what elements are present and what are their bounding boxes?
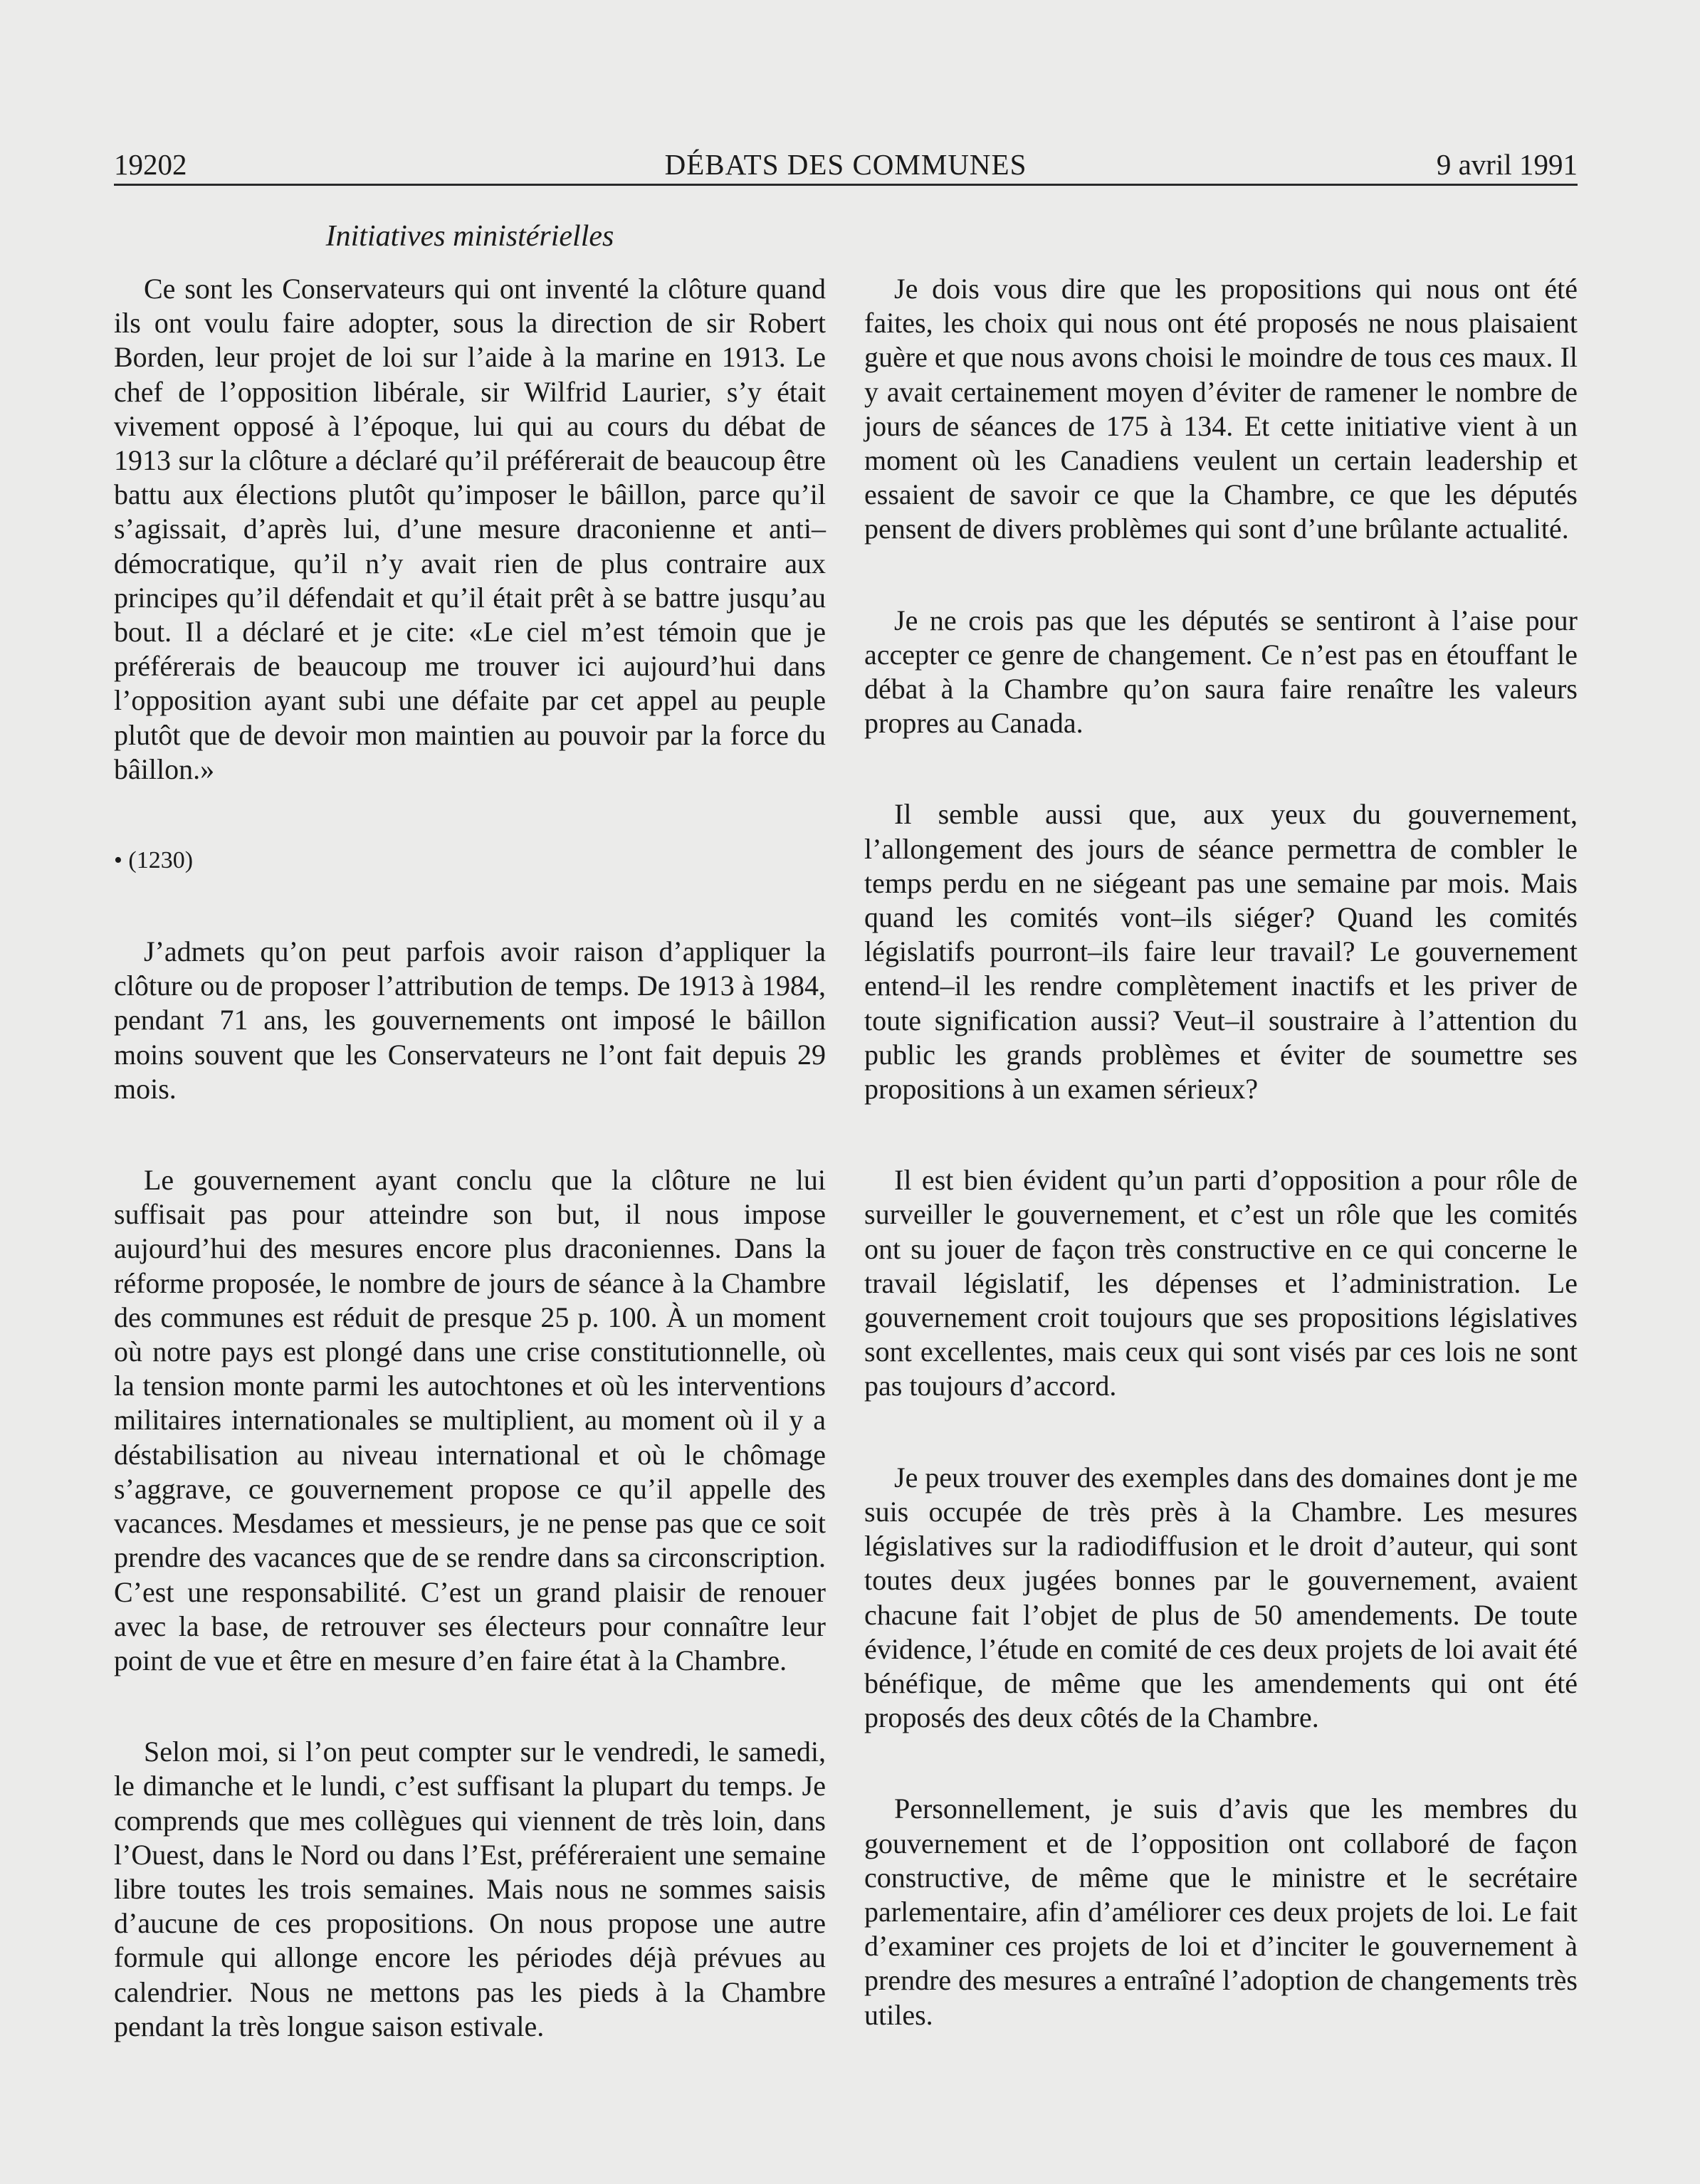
section-title: Initiatives ministérielles — [325, 220, 614, 253]
paragraph: Je ne crois pas que les députés se sentiront à l’aise pour accepter ce genre de changement. Ce n’est pas en étouffant le débat à la Chambre qu’on saura faire renaître les valeurs propres au Canada. — [864, 604, 1578, 740]
journal-title: DÉBATS DES COMMUNES — [664, 148, 1027, 181]
paragraph: Il semble aussi que, aux yeux du gouvernement, l’allongement des jours de séance permettra de combler le temps perdu en ne siégeant pas une semaine par mois. Mais quand les comités vont–ils siéger? Quand les comités législatifs pourront–ils faire leur travail? Le gouvernement entend–il les rendre complètement inactifs et les priver de toute signification aussi? Veut–il soustraire à l’attention du public les grands problèmes et éviter de soumettre ses propositions à un examen sérieux? — [864, 798, 1578, 1106]
running-header — [114, 140, 1578, 189]
paragraph: Le gouvernement ayant conclu que la clôture ne lui suffisait pas pour atteindre son but, il nous impose aujourd’hui des mesures encore plus draconiennes. Dans la réforme proposée, le nombre de jours de séance à la Chambre des communes est réduit de presque 25 p. 100. À un moment où notre pays est plongé dans une crise constitutionnelle, où la tension monte parmi les autochtones et où les interventions militaires internationales se multiplient, au moment où il y a déstabilisation au niveau international et où le chômage s’aggrave, ce gouvernement propose ce qu’il appelle des vacances. Mesdames et messieurs, je ne pense pas que ce soit prendre des vacances que de se rendre dans sa circonscription. C’est une responsabilité. C’est un grand plaisir de renouer avec la base, de retrouver ses électeurs pour connaître leur point de vue et être en mesure d’en faire état à la Chambre. — [114, 1164, 826, 1676]
paragraph: Je peux trouver des exemples dans des domaines dont je me suis occupée de très près à la Chambre. Les mesures législatives sur la radiodiffusion et le droit d’auteur, qui sont toutes deux jugées bonnes par le gouvernement, avaient chacune fait l’objet de plus de 50 amendements. De toute évidence, l’étude en comité de ces deux projets de loi avait été bénéfique, de même que les amendements qui ont été proposés des deux côtés de la Chambre. — [864, 1461, 1578, 1734]
paragraph: Selon moi, si l’on peut compter sur le vendredi, le samedi, le dimanche et le lundi, c’est suffisant la plupart du temps. Je comprends que mes collègues qui viennent de très loin, dans l’Ouest, dans le Nord ou dans l’Est, préféreraient une semaine libre toutes les trois semaines. Mais nous ne sommes saisis d’aucune de ces propositions. On nous propose une autre formule qui allonge encore les périodes déjà prévues au calendrier. Nous ne mettons pas les pieds à la Chambre pendant la très longue saison estivale. — [114, 1736, 826, 2042]
paragraph: Il est bien évident qu’un parti d’opposition a pour rôle de surveiller le gouvernement, et c’est un rôle que les comités ont su jouer de façon très constructive en ce qui concerne le travail législatif, les dépenses et l’administration. Le gouvernement croit toujours que ses propositions législatives sont excellentes, mais ceux qui sont visés par ces lois ne sont pas toujours d’accord. — [864, 1164, 1578, 1402]
header-rule — [114, 184, 1578, 186]
time-marker: • (1230) — [114, 847, 194, 874]
right-column — [864, 272, 1578, 2032]
paragraph: Personnellement, je suis d’avis que les membres du gouvernement et de l’opposition ont collaboré de façon constructive, de même que le ministre et le secrétaire parlementaire, afin d’améliorer ces deux projets de loi. Le fait d’examiner ces projets de loi et d’inciter le gouvernement à prendre des mesures a entraîné l’adoption de changements très utiles. — [864, 1792, 1578, 2031]
paragraph: Ce sont les Conservateurs qui ont inventé la clôture quand ils ont voulu faire adopter, sous la direction de sir Robert Borden, leur projet de loi sur l’aide à la marine en 1913. Le chef de l’opposition libérale, sir Wilfrid Laurier, s’y était vivement opposé à l’époque, lui qui au cours du débat de 1913 sur la clôture a déclaré qu’il préférerait de beaucoup être battu aux élections plutôt qu’imposer le bâillon, parce qu’il s’agissait, d’après lui, d’une mesure draconienne et anti–démocratique, qu’il n’y avait rien de plus contraire aux principes qu’il défendait et qu’il était prêt à se battre jusqu’au bout. Il a déclaré et je cite: «Le ciel m’est témoin que je préférerais de beaucoup me trouver ici aujourd’hui dans l’opposition ayant subi une défaite par cet appel au peuple plutôt que de devoir mon maintien au pouvoir par la force du bâillon.» — [114, 273, 826, 785]
paragraph: Je dois vous dire que les propositions qui nous ont été faites, les choix qui nous ont été proposés ne nous plaisaient guère et que nous avons choisi le moindre de tous ces maux. Il y avait certainement moyen d’éviter de ramener le nombre de jours de séances de 175 à 134. Et cette initiative vient à un moment où les Canadiens veulent un certain leadership et essaient de savoir ce que la Chambre, ce que les députés pensent de divers problèmes qui sont d’une brûlante actualité. — [864, 273, 1578, 545]
page-number: 19202 — [114, 148, 187, 181]
issue-date: 9 avril 1991 — [1436, 148, 1578, 181]
left-column — [114, 272, 826, 2044]
paragraph: J’admets qu’on peut parfois avoir raison d’appliquer la clôture ou de proposer l’attribution de temps. De 1913 à 1984, pendant 71 ans, les gouvernements ont imposé le bâillon moins souvent que les Conservateurs ne l’ont fait depuis 29 mois. — [114, 935, 826, 1105]
